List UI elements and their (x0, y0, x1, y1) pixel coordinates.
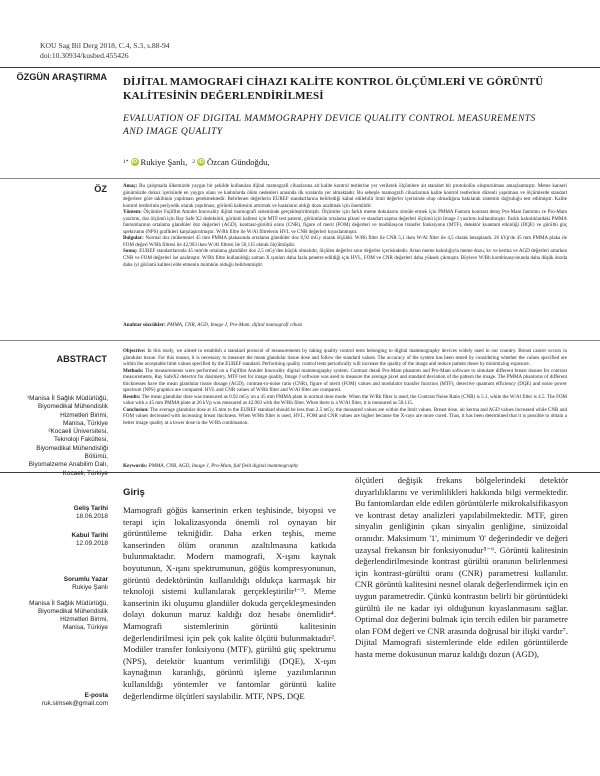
corresponding-line: Hizmetleri Birimi, (60, 616, 108, 624)
abstract-conclusion: The average glandular dose at 45 mm to the EUREF standard should be less than 2.5 mGy, the measured values are within the limit values. Breast dose, air kerma and AGD values increased while CNR and FOM values decreased with increasing breast thickness. When W/Rh filter is used, HVL, FOM and CNR values are higher because the X-rays are more cured. Thus, it has been determined that it is possible to obtain a better image quality at a lower dose in the W/Rh combination. (123, 406, 568, 427)
oz-text (123, 183, 567, 268)
abstract-objective: In this study, we aimed to establish a standard protocol of measurements by taking quality control tests belonging to digital mammography devices widely used in our country. Breast cancer occurs in glandular tissue. For this reason, it is necessary to measure the mean glandular tissue dose and follow the standard values. The accuracy of the system has been tested by considering whether the values specified are within the acceptable limit values specified by the EUREF standard. Performing quality control tests periodically will increase the quality of the image and reduce patient doses by minimizing exposure. (123, 348, 567, 368)
affiliation-line: Biyomedikal Mühendisliği (36, 444, 108, 452)
received-date: 18.06.2018 (76, 513, 108, 521)
author-2-sup: 2 (192, 159, 196, 165)
citation-line: KOU Sag Bil Derg 2018, C.4, S.3, s.88-94 (40, 41, 170, 50)
affiliation-line: Biyomedikal Mühendislik (38, 403, 108, 411)
doi-line: doi:10.30934/kusbed.455426 (40, 51, 129, 60)
english-title: EVALUATION OF DIGITAL MAMMOGRAPHY DEVICE QUALITY CONTROL MEASUREMENTS AND IMAGE QUALITY (123, 113, 536, 137)
affiliations (0, 395, 108, 478)
oz-amac-label: Amaç: (123, 183, 138, 189)
abstract-conclusion-label: Conclusion: (123, 406, 149, 413)
author-1-name: Rukiye Şanlı, (140, 157, 188, 167)
oz-yontem: Ölçümler Fujifilm Amulet Innovality dijital mamografi sisteminde gerçekleştirilmiştir. Ölçümler için farklı meme dokularını simüle etmek için PMMA Fantom kontrast detay Pro-Mam fantomu ve Pro-Mam yazılımı, doz ölçümü için Ray Safe X2 dedektörü, görüntü kalitesi için MTF test paterni, görüntünün ortalama piksel ve standart sapma değerleri ölçümü için Image J yazılımı kullanılmıştır. Farklı kalınlıklardaki PMMA fantomlarının ortalama glandüler doz değerleri (AGD), kontrast-gürültü oranı (CNR), figure of merit (FOM) değerleri ve modülasyon transfer fonksiyonu (MTF), detektör kuantum etkinliği (DQE) ve gürültü güç spektrumu (NPS) grafikleri karşılaştırılmıştır. W/Rh filtre ile W/Al filtrelerin HVL ve CNR değerleri kıyaslanmıştır. (123, 209, 567, 235)
corresponding-name: Rukiye Şanlı (72, 584, 108, 592)
corresponding-label: Sorumlu Yazar (63, 576, 108, 583)
oz-amac: Bu çalışmada ülkemizde yaygın bir şekilde kullanılan dijital mamografi cihazlarına ait kalite kontrol testlerine yer verilerek ölçümlere ait standart bir protokolün oluşturulması amaçlanmıştır. Meme kanseri günümüzde dokuz içerisinde en yaygın olanı ve kadınlarda ölüm nedenleri arasında ilk sıralarda yer almaktadır. Bu sebeple mamografi cihazlarının kalite kontrol testlerinin düzenli yapılması ve ölçümlerde standart değerlere göre takibinin yapılması gerekmektedir. Belirlenen değerlerin EUREF standartlarına belirlediği kabul edilebilir limit değerler içerisinde olup olmadığına bakılarak sistemin doğruluğu test edilmiştir. Kalite kontrol testlerinin periyodik olarak yapılması, görüntü kalitesini artırmak ve hastaların aldığı dozu azaltmak için önemlidir. (123, 183, 567, 209)
oz-rule (0, 178, 600, 179)
email-link[interactable]: ruk.simsek@gmail.com (41, 700, 108, 708)
affiliation-line: Manisa, Türkiye (63, 419, 108, 427)
oz-bulgular-label: Bulgular: (123, 235, 144, 242)
author-1-sup: 1* (123, 159, 129, 165)
section-heading: Giriş (123, 487, 145, 498)
email-block (0, 692, 108, 709)
affiliation-line: Bölümü, (84, 453, 108, 461)
body-right-column (355, 475, 568, 661)
corresponding-line: Biyomedikal Mühendislik (38, 607, 108, 615)
oz-bulgular: Normal doz mükemmel 45 mm PMMA plakasında ortalama glandüler doz 0,92 mGy olarak ölçüldü. W/Rh filter ile CNR 5,1 iken W/Al filter ile 4,5 olarak hesaplandı. 26 kVp'de 45 mm PMMA plaka ile FOM değeri W/Rh filtresi ile 42,903 iken W/Al filtresi ile 50,115 olarak ölçülmüştür. (123, 235, 567, 248)
abstract-text (123, 348, 567, 427)
accepted-label: Kabul Tarihi (71, 532, 108, 539)
affiliation-line: ¹Manisa İl Sağlık Müdürlüğü, (27, 395, 108, 402)
abstract-keywords (123, 463, 567, 469)
body-left-column (123, 505, 336, 702)
corresponding-line: Manisa İl Sağlık Müdürlüğü, (29, 599, 108, 607)
abstract-label: ABSTRACT (56, 354, 107, 364)
corresponding-line: Manisa, Türkiye (63, 624, 108, 632)
oz-sonuc: EUREF standartlarında 45 mm'de ortalama glandüler doz 2,5 mGy'den küçük olmalıdır, ölçülen değerler sınır değerler içerisindedir. Artan meme kalınlığıyla meme dozu, kv ve kerma ve AGD değerleri artarken CNR ve FOM değerleri ise azalmıştır. W/Rh filtre kullanıldığı zaman X ışınları daha fazla penetre edildiği için HVL, FOM ve CNR değerleri daha yüksek çıkmıştır. Böylece W/Rh kombinasyonunda daha düşük dozda daha iyi görüntü kalitesi elde etmenin mümkün olduğu belirlenmiştir. (123, 248, 568, 268)
abstract-results-label: Results: (123, 393, 141, 400)
abstract-methods-label: Methods: (123, 367, 144, 374)
affiliation-line: Teknoloji Fakültesi, (54, 436, 108, 444)
abstract-keywords-text: PMMA, CNR, AGD, Image J, Pro-Mam, full field digital mammography (148, 463, 299, 469)
oz-keywords-text: PMMA, CNR, AGD, Image J, Pro-Mam, dijital mamografi cihazı (167, 322, 303, 328)
affiliation-line: Hizmetleri Birimi, (60, 411, 108, 419)
abstract-objective-label: Objective: (123, 348, 146, 354)
abstract-results: The mean glandular dose was measured as 0.92 mGy on a 45 mm PMMA plate in normal dose mode. When the W/Rh filter is used, the Contrast Noise Ratio (CNR) is 5.1, while the W/Al filter is 4.5. The FOM value with a 45 mm PMMA plate at 26 kVp was measured as 42.903 with the W/Rh filter. When there is a W/Al filter, it is measured as 50.115. (123, 393, 568, 407)
oz-sonuc-label: Sonuç: (123, 248, 138, 255)
affiliation-line: ²Kocaeli Üniversitesi, (48, 428, 108, 436)
article-type-label: ÖZGÜN ARAŞTIRMA (16, 72, 107, 82)
email-label: E-posta (84, 692, 108, 699)
oz-keywords-label: Anahtar sözcükler: (123, 322, 166, 328)
right-paragraph: ölçütleri değişik frekans bölgelerindeki detektör duyarlılıklarını ve verimlilikleri hakkında bilgi vermektedir. Bu fantomlardan elde edilen görüntülerle mikrokalsifikasyon ve kontrast detay analizleri yapılabilmektedir. MTF, giren sinyalin genliğinin çıkan sinyalin genliğine, sinüzoidal oranıdır. Maksimum '1', minimum '0' değerindedir ve değeri uzaysal frekansın bir fonksiyonudur⁵⁻⁶. Görüntü kalitesinin değerlendirilmesinde kontrast gürültü oranının belirlenmesi için kontrast-gürültü oranı (CNR) parametresi kullanılır. CNR görüntü kalitesini nesnel olarak değerlendirmek için en uygun parametredir. Çünkü kontrastın belirli bir görüntüdeki gürültü ile ne kadar iyi olduğunun kıyaslanmasını sağlar. Optimal doz değerini bulmak için tercih edilen bir parametre olan FOM değeri ve CNR arasında doğrusal bir ilişki vardır⁷. Dijital Mamografi sistemlerinde elde edilen görüntülerde hasta meme dokusunun maruz kaldığı dozun (AGD), (355, 475, 568, 659)
abstract-methods: The measurements were performed on a Fujifilm Amulet Innovality digital mammography system. Contrast detail Pro-Mam phantom and Pro-Mam software to simulate different breast tissues for contrast measurements, Ray SafeX2 detector for dosimetry, MTF test for image quality, Image J software was used to measure the average pixel and standard deviation of the pattern the image. The PMMA phantoms of different thicknesses have the mean glandular tissue dosage (AGD), contrast-to-noise ratio (CNR), figure of merit (FOM) values and modulator transfer function (MTF), detective quantum efficiency (DQE) and noise power spectrum (NPS) graphics are compared. HVL and CNR values of W/Rh filter and W/Al filter are compared. (123, 367, 567, 394)
oz-label: ÖZ (94, 184, 107, 194)
left-paragraph: Mamografi göğüs kanserinin erken teşhisinde, biyopsi ve terapi için lokalizasyonda önemli rol oynayan bir görüntüleme tekniğidir. Daha erken teşhis, meme kanserinden ölüm oranının azaltılmasına katkıda bulunmaktadır. Modern mamografi, X-ışını kaynak boyutunun, X-ışını spektrumunun, göğüs kompresyonunun, görüntü dedektörünün kullanıldığı oldukça karmaşık bir teknoloji sistemi kullanılarak gerçekleştirilir¹⁻³. Meme kanserinin iki oluşumu glandüler dokuda gerçekleşmesinden dolayı dokunun maruz kaldığı doz hesabı önemlidir⁴. Mamografi sistemlerinin görüntü kalitesinin değerlendirilmesi için pek çok kalite ölçütü bulunmaktadır². Modüler transfer fonksiyonu (MTF), gürültü güç spektrumu (NPS), detektör kuantum verimliliği (DQE), X-ışın kaynağının karanlığı, görüntü işleme yazılımlarının kullanıldığı yöntemler ve fantomlar görüntü kalite değerlendirme ölçütleri sayılabilir. MTF, NPS, DQE (123, 505, 336, 701)
corresponding-author (0, 576, 108, 633)
journal-citation (40, 41, 170, 61)
abstract-rule (0, 340, 600, 341)
received-label: Geliş Tarihi (73, 505, 108, 512)
abstract-keywords-label: Keywords: (123, 463, 148, 469)
orcid-icon[interactable]: iD (198, 159, 204, 165)
turkish-title: DİJİTAL MAMOGRAFİ CİHAZI KALİTE KONTROL ÖLÇÜMLERİ VE GÖRÜNTÜ KALİTESİNİN DEĞERLENDİRİLMESİ (123, 76, 544, 102)
oz-yontem-label: Yöntem: (123, 209, 142, 216)
author-line (123, 157, 270, 167)
author-2-name: Özcan Gündoğdu, (207, 157, 270, 167)
accepted-date: 12.09.2018 (76, 540, 108, 548)
received-date-block (0, 505, 108, 522)
accepted-date-block (0, 532, 108, 549)
oz-keywords (123, 322, 567, 328)
orcid-icon[interactable]: iD (131, 159, 138, 165)
affiliation-line: Biyomalzeme Anabilim Dalı, (28, 461, 108, 469)
affiliation-line: Kocaeli, Türkiye (62, 469, 108, 477)
top-rule (0, 67, 600, 68)
